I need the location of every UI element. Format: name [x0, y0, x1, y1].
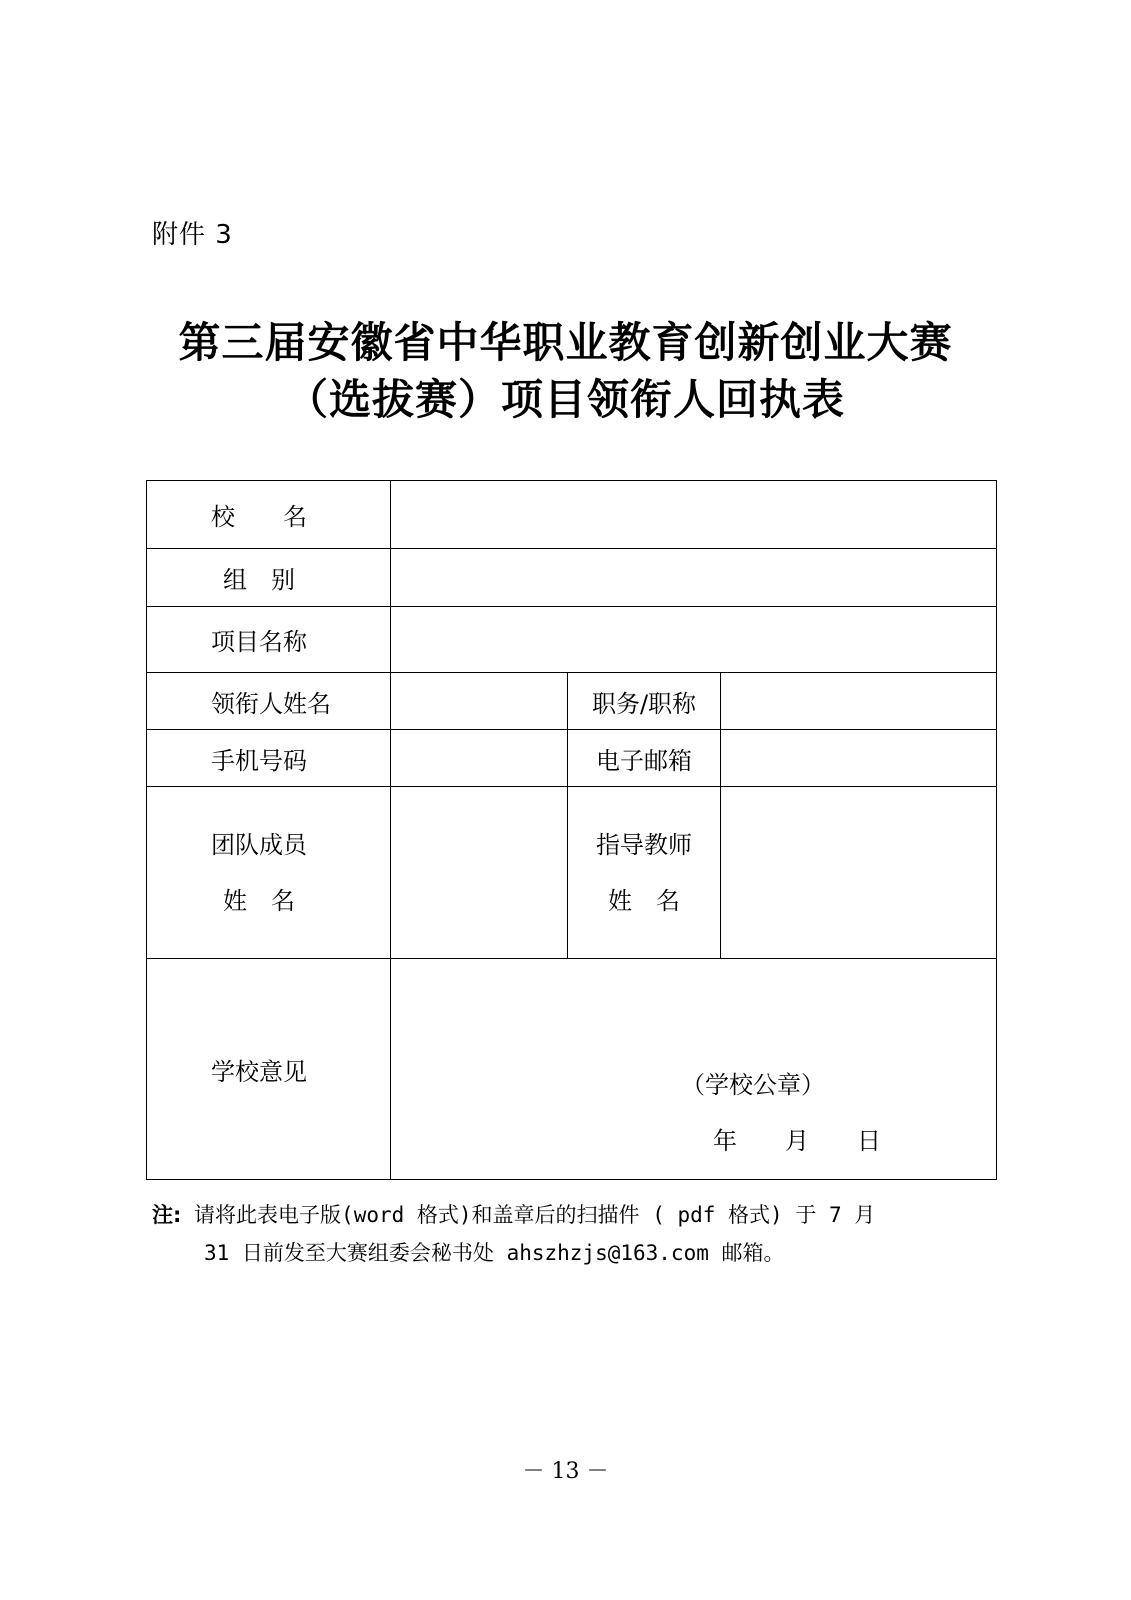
footnote-line2: 31 日前发至大赛组委会秘书处 ahszhzjs@163.com 邮箱。	[204, 1241, 785, 1265]
project-name-label: 项目名称	[147, 607, 391, 673]
row-group	[147, 549, 997, 607]
title-line-1: 第三届安徽省中华职业教育创新创业大赛	[178, 318, 953, 367]
team-members-field[interactable]	[391, 787, 568, 959]
phone-label: 手机号码	[147, 730, 391, 787]
title-line-2: （选拔赛）项目领衔人回执表	[285, 375, 845, 424]
leader-name-field[interactable]	[391, 673, 568, 730]
email-field[interactable]	[721, 730, 997, 787]
email-label: 电子邮箱	[568, 730, 721, 787]
footnote-line1: 请将此表电子版(word 格式)和盖章后的扫描件 ( pdf 格式) 于 7 月	[181, 1203, 876, 1227]
advisor-field[interactable]	[721, 787, 997, 959]
row-school-name	[147, 481, 997, 549]
group-field[interactable]	[391, 549, 997, 607]
team-members-label-line1: 团队成员	[211, 830, 307, 859]
receipt-form-table	[146, 480, 997, 1180]
phone-field[interactable]	[391, 730, 568, 787]
position-title-field[interactable]	[721, 673, 997, 730]
date-text: 年 月 日	[713, 1127, 881, 1155]
position-title-label: 职务/职称	[568, 673, 721, 730]
row-contact	[147, 730, 997, 787]
footnote-lead: 注:	[152, 1203, 182, 1227]
project-name-field[interactable]	[391, 607, 997, 673]
advisor-label-line1: 指导教师	[596, 830, 692, 859]
school-opinion-label: 学校意见	[147, 959, 391, 1180]
row-project-name	[147, 607, 997, 673]
row-team	[147, 787, 997, 959]
footnote	[152, 1196, 982, 1272]
school-name-field[interactable]	[391, 481, 997, 549]
leader-name-label: 领衔人姓名	[147, 673, 391, 730]
school-name-label: 校 名	[147, 481, 391, 549]
row-school-opinion	[147, 959, 997, 1180]
group-label: 组 别	[147, 549, 391, 607]
team-members-label	[147, 787, 391, 959]
school-opinion-field[interactable]	[391, 959, 997, 1180]
team-members-label-line2: 姓 名	[223, 886, 295, 915]
attachment-label: 附件 3	[152, 220, 233, 250]
row-leader	[147, 673, 997, 730]
advisor-label	[568, 787, 721, 959]
school-seal-text: （学校公章）	[681, 1071, 825, 1099]
page-number: － 13 －	[522, 1459, 609, 1484]
advisor-label-line2: 姓 名	[608, 886, 680, 915]
